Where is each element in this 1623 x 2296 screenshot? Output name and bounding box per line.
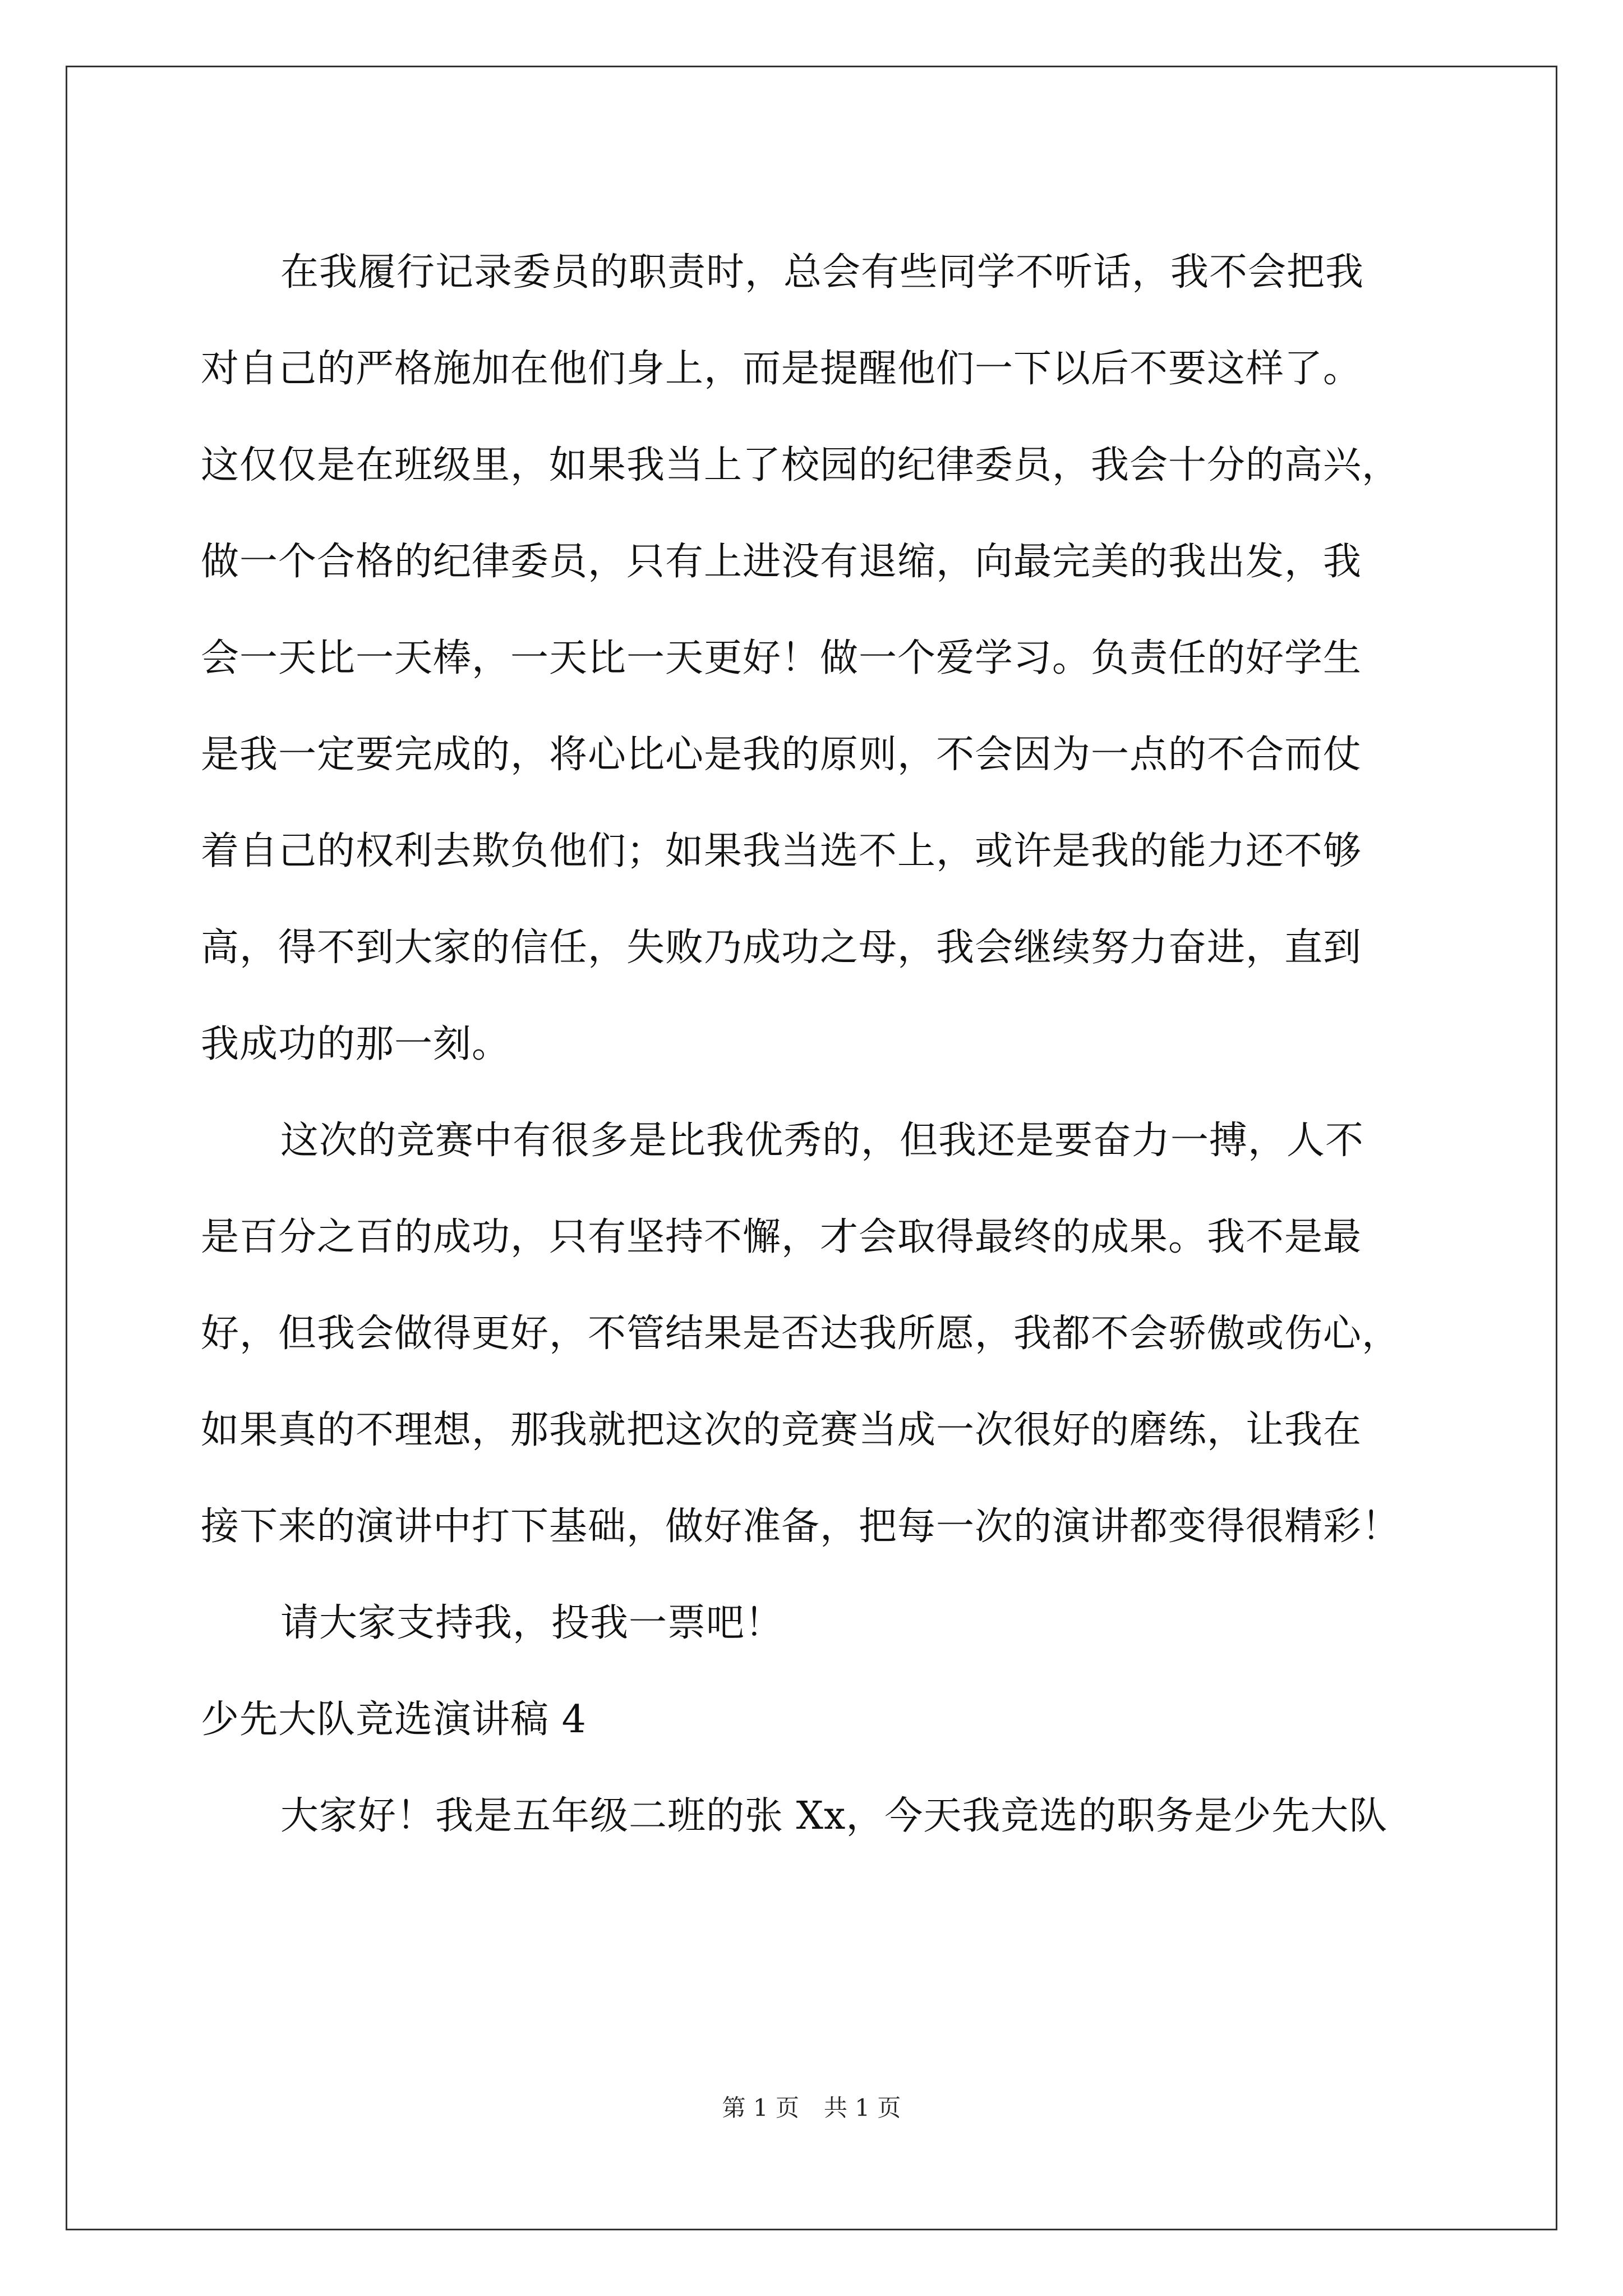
paragraph-line: 接下来的演讲中打下基础，做好准备，把每一次的演讲都变得很精彩！ — [201, 1504, 1401, 1549]
paragraph-line: 如果真的不理想，那我就把这次的竞赛当成一次很好的磨练，让我在 — [201, 1408, 1362, 1452]
page-footer — [0, 2091, 1623, 2125]
paragraph-line: 高，得不到大家的信任，失败乃成功之母，我会继续努力奋进，直到 — [201, 926, 1362, 970]
paragraph-line: 大家好！我是五年级二班的张 Xx，今天我竞选的职务是少先大队 — [280, 1794, 1388, 1838]
paragraph-line: 做一个合格的纪律委员，只有上进没有退缩，向最完美的我出发，我 — [201, 540, 1362, 584]
section-heading: 少先大队竞选演讲稿 4 — [201, 1697, 587, 1742]
paragraph-line: 会一天比一天棒，一天比一天更好！做一个爱学习。负责任的好学生 — [201, 636, 1362, 680]
paragraph-line: 好，但我会做得更好，不管结果是否达我所愿，我都不会骄傲或伤心， — [201, 1312, 1401, 1356]
paragraph-line: 在我履行记录委员的职责时，总会有些同学不听话，我不会把我 — [280, 250, 1364, 295]
paragraph-line: 对自己的严格施加在他们身上，而是提醒他们一下以后不要这样了。 — [201, 347, 1362, 391]
paragraph-line: 这次的竞赛中有很多是比我优秀的，但我还是要奋力一搏，人不 — [280, 1119, 1364, 1163]
paragraph-line: 是百分之百的成功，只有坚持不懈，才会取得最终的成果。我不是最 — [201, 1215, 1362, 1259]
paragraph-line: 着自己的权利去欺负他们；如果我当选不上，或许是我的能力还不够 — [201, 829, 1362, 873]
paragraph-line: 是我一定要完成的，将心比心是我的原则，不会因为一点的不合而仗 — [201, 733, 1362, 777]
paragraph-line: 这仅仅是在班级里，如果我当上了校园的纪律委员，我会十分的高兴， — [201, 443, 1401, 487]
paragraph-line: 我成功的那一刻。 — [201, 1022, 511, 1066]
paragraph-line: 请大家支持我，投我一票吧！ — [280, 1601, 784, 1645]
page-number: 第 1 页 — [722, 2094, 799, 2122]
document-body — [201, 224, 1435, 1865]
page-total: 共 1 页 — [824, 2094, 901, 2122]
